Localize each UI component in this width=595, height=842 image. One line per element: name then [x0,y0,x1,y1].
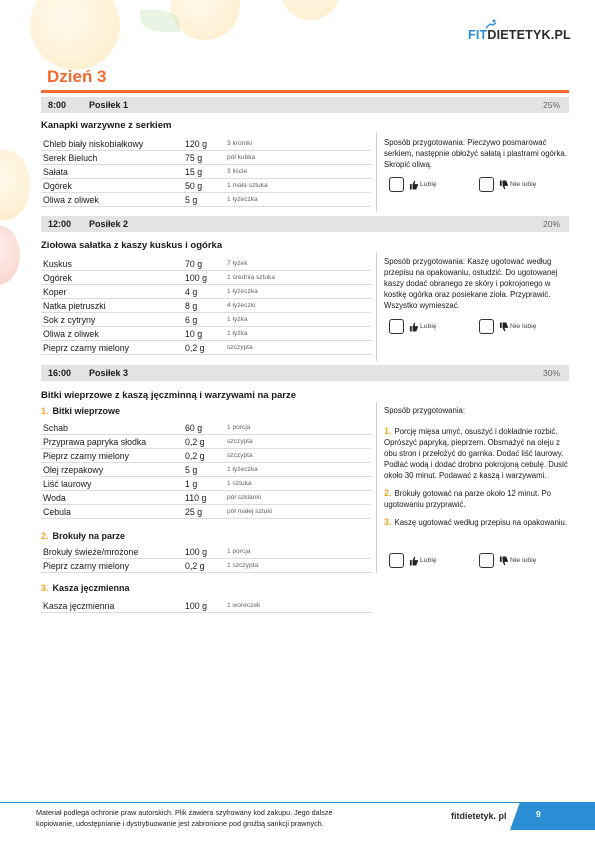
ingredient-qty: 25 g [185,507,203,517]
ingredient-list [41,599,371,613]
like-checkbox[interactable] [389,177,404,192]
ingredient-qty: 110 g [185,493,207,503]
orange-fruit-decoration [280,0,340,20]
ingredient-unit: 1 łyżeczka [227,466,258,473]
ingredient-qty: 6 g [185,315,198,325]
thumbs-up-icon [409,556,418,566]
ingredient-name: Pieprz czarny mielony [43,343,130,353]
ingredient-name: Ogórek [43,181,72,191]
ingredient-unit: 1 łyżeczka [227,288,258,295]
ingredient-name: Pieprz czarny mielony [43,451,130,461]
ingredient-name: Schab [43,423,68,433]
ingredient-name: Chleb biały niskobiałkowy [43,139,144,149]
ingredient-name: Koper [43,287,67,297]
ingredient-qty: 120 g [185,139,208,149]
ingredient-row [41,193,371,207]
ingredient-unit: pół kubka [227,154,256,161]
thumbs-down-icon [499,180,508,190]
ingredient-name: Kasza jęczmienna [43,601,115,611]
ingredient-name: Liść laurowy [43,479,92,489]
step-number: 3. [384,517,392,527]
thumbs-up-icon [409,180,418,190]
ingredient-row [41,327,371,341]
group-title: Brokuły na parze [52,531,126,541]
ingredient-name: Oliwa z oliwek [43,329,99,339]
ingredient-name: Serek Bieluch [43,153,98,163]
page-number: 9 [536,809,541,819]
ingredient-row [41,545,371,559]
ingredient-name: Pieprz czarny mielony [43,561,130,571]
group-number: 3. [41,583,49,593]
ingredient-name: Cebula [43,507,71,517]
logo-fit: FIT [468,28,488,42]
like-label: Lubię [420,557,437,564]
recipe-group-heading [41,531,125,541]
dish-title: Bitki wieprzowe z kaszą jęczminną i warzywami na parze [41,390,297,401]
thumbs-down-icon [499,556,508,566]
ingredient-qty: 70 g [185,259,203,269]
step-text: Brokuły gotować na parze około 12 minut. Po ugotowaniu przyprawić. [384,489,551,509]
recipe-group-heading [41,583,130,593]
ingredient-qty: 4 g [185,287,198,297]
preparation-step [384,517,569,528]
group-title: Kasza jęczmienna [52,583,130,593]
ingredient-list [41,137,371,207]
ingredient-unit: 1 porcja [227,424,251,431]
logo-rest: DIETETYK.PL [487,28,571,42]
meal-percent: 30% [542,368,560,378]
ingredient-name: Natka pietruszki [43,301,106,311]
dislike-checkbox[interactable] [479,319,494,334]
ingredient-row [41,421,371,435]
ingredient-qty: 50 g [185,181,203,191]
ingredient-qty: 5 g [185,195,198,205]
column-divider [376,133,377,211]
title-divider [41,90,569,93]
meal-percent: 25% [542,100,560,110]
ingredient-row [41,341,371,355]
ingredient-row [41,313,371,327]
dislike-label: Nie lubię [510,557,537,564]
ingredient-name: Sok z cytryny [43,315,96,325]
ingredient-row [41,463,371,477]
ingredient-qty: 8 g [185,301,198,311]
step-text: Porcję mięsa umyć, osuszyć i dokładnie rozbić. Oprószyć papryką, pieprzem. Obsmażyć na oleju z obu stron i przełożyć do garnka. Dodać liść laurowy. Podlać wodą i dodać drobno pokrojoną cebulę. Dusić około 30 minut. Podawać z kaszą i warzywami. [384,427,568,480]
ingredient-qty: 100 g [185,547,208,557]
ingredient-list [41,257,371,355]
dislike-label: Nie lubię [510,181,537,188]
ingredient-qty: 1 g [185,479,198,489]
ingredient-row [41,477,371,491]
ingredient-unit: 1 średnia sztuka [227,274,276,281]
ingredient-unit: szczypta [227,344,253,351]
meal-time: 12:00 [48,219,72,229]
like-checkbox[interactable] [389,319,404,334]
ingredient-name: Woda [43,493,66,503]
ingredient-unit: szczypta [227,452,253,459]
step-text: Kaszę ugotować według przepisu na opakowaniu. [394,518,568,527]
thumbs-up-icon [409,322,418,332]
dislike-checkbox[interactable] [479,177,494,192]
meal-header [41,97,569,113]
group-number: 2. [41,531,49,541]
meal-header [41,365,569,381]
ingredient-row [41,599,371,613]
ingredient-row [41,271,371,285]
ingredient-qty: 100 g [185,601,208,611]
like-label: Lubię [420,181,437,188]
ingredient-row [41,257,371,271]
orange-fruit-decoration [30,0,120,70]
ingredient-row [41,179,371,193]
ingredient-row [41,559,371,573]
copyright-line: Materiał podlega ochronie praw autorskich. Plik zawiera szyfrowany kod zakupu. Jego dalsze [36,808,333,817]
ingredient-row [41,491,371,505]
ingredient-name: Oliwa z oliwek [43,195,99,205]
ingredient-unit: 1 mała sztuka [227,182,268,189]
ingredient-qty: 100 g [185,273,208,283]
preparation-steps [384,405,569,528]
copyright-line: kopiowanie, udostępnianie i dystrybuowanie jest zabronione pod groźbą sankcji prawnych. [36,819,324,828]
like-checkbox[interactable] [389,553,404,568]
group-number: 1. [41,406,49,416]
column-divider [376,253,377,361]
ingredient-row [41,165,371,179]
dish-title: Kanapki warzywne z serkiem [41,120,172,131]
ingredient-name: Olej rzepakowy [43,465,104,475]
ingredient-qty: 10 g [185,329,203,339]
ingredient-unit: 1 łyżka [227,316,248,323]
meal-percent: 20% [542,219,560,229]
preparation-title: Sposób przygotowania: [384,406,466,415]
ingredient-qty: 75 g [185,153,203,163]
column-divider [376,402,377,573]
ingredient-unit: 7 łyżek [227,260,248,267]
preparation-step [384,426,569,481]
ingredient-qty: 60 g [185,423,203,433]
dislike-label: Nie lubię [510,323,537,330]
ingredient-row [41,151,371,165]
ingredient-row [41,449,371,463]
ingredient-name: Kuskus [43,259,72,269]
ingredient-unit: 1 sztuka [227,480,252,487]
meal-time: 16:00 [48,368,72,378]
ingredient-qty: 0,2 g [185,561,205,571]
ingredient-row [41,137,371,151]
ingredient-qty: 0,2 g [185,343,205,353]
orange-fruit-decoration [0,150,30,220]
dish-title: Ziołowa sałatka z kaszy kuskus i ogórka [41,240,223,251]
preparation-text: Sposób przygotowania: Pieczywo posmarować serkiem, następnie obłożyć sałatą i plastrami ogórka. Skropić oliwą. [384,138,567,169]
ingredient-unit: pół małej sztuki [227,508,273,515]
ingredient-name: Brokuły świeże/mrożone [43,547,139,557]
ingredient-qty: 0,2 g [185,437,205,447]
day-title: Dzień 3 [47,67,107,86]
ingredient-qty: 15 g [185,167,203,177]
like-label: Lubię [420,323,437,330]
meal-name: Posiłek 2 [89,219,129,229]
meal-header [41,216,569,232]
ingredient-list [41,545,371,573]
group-title: Bitki wieprzowe [52,406,121,416]
ingredient-unit: 1 szczypta [227,562,259,569]
step-number: 2. [384,488,392,498]
preparation-step [384,488,569,510]
ingredient-row [41,435,371,449]
ingredient-unit: 1 woreczek [227,602,261,609]
ingredient-name: Przyprawa papryka słodka [43,437,147,447]
orange-fruit-decoration [170,0,240,40]
ingredient-row [41,505,371,519]
ingredient-unit: 3 liście [227,168,248,175]
ingredient-row [41,285,371,299]
ingredient-unit: 1 łyżeczka [227,196,258,203]
ingredient-name: Ogórek [43,273,72,283]
step-number: 1. [384,426,392,436]
recipe-group-heading [41,406,120,416]
grapefruit-decoration [0,225,20,285]
thumbs-down-icon [499,322,508,332]
dislike-checkbox[interactable] [479,553,494,568]
fitdietetyk-logo [468,28,571,42]
footer-brand: fitdietetyk. pl [451,811,507,821]
ingredient-unit: 1 porcja [227,548,251,555]
ingredient-unit: 4 łyżeczki [227,302,256,309]
ingredient-unit: 3 kromki [227,140,252,147]
ingredient-unit: 1 łyżka [227,330,248,337]
meal-name: Posiłek 3 [89,368,129,378]
meal-time: 8:00 [48,100,67,110]
meal-name: Posiłek 1 [89,100,129,110]
ingredient-unit: pół szklanki [227,494,262,501]
ingredient-list [41,421,371,519]
preparation-text: Sposób przygotowania: Kaszę ugotować według przepisu na opakowaniu, ostudzić. Do ugotowanej kaszy dodać obranego ze skóry i pokrojonego w kostkę ogórka oraz posiekane zioła. Przyprawić. Wszystko wymieszać. [384,257,558,310]
ingredient-name: Sałata [43,167,68,177]
ingredient-qty: 5 g [185,465,198,475]
runner-icon [484,19,498,29]
copyright-notice [36,807,332,829]
ingredient-qty: 0,2 g [185,451,205,461]
ingredient-unit: szczypta [227,438,253,445]
ingredient-row [41,299,371,313]
